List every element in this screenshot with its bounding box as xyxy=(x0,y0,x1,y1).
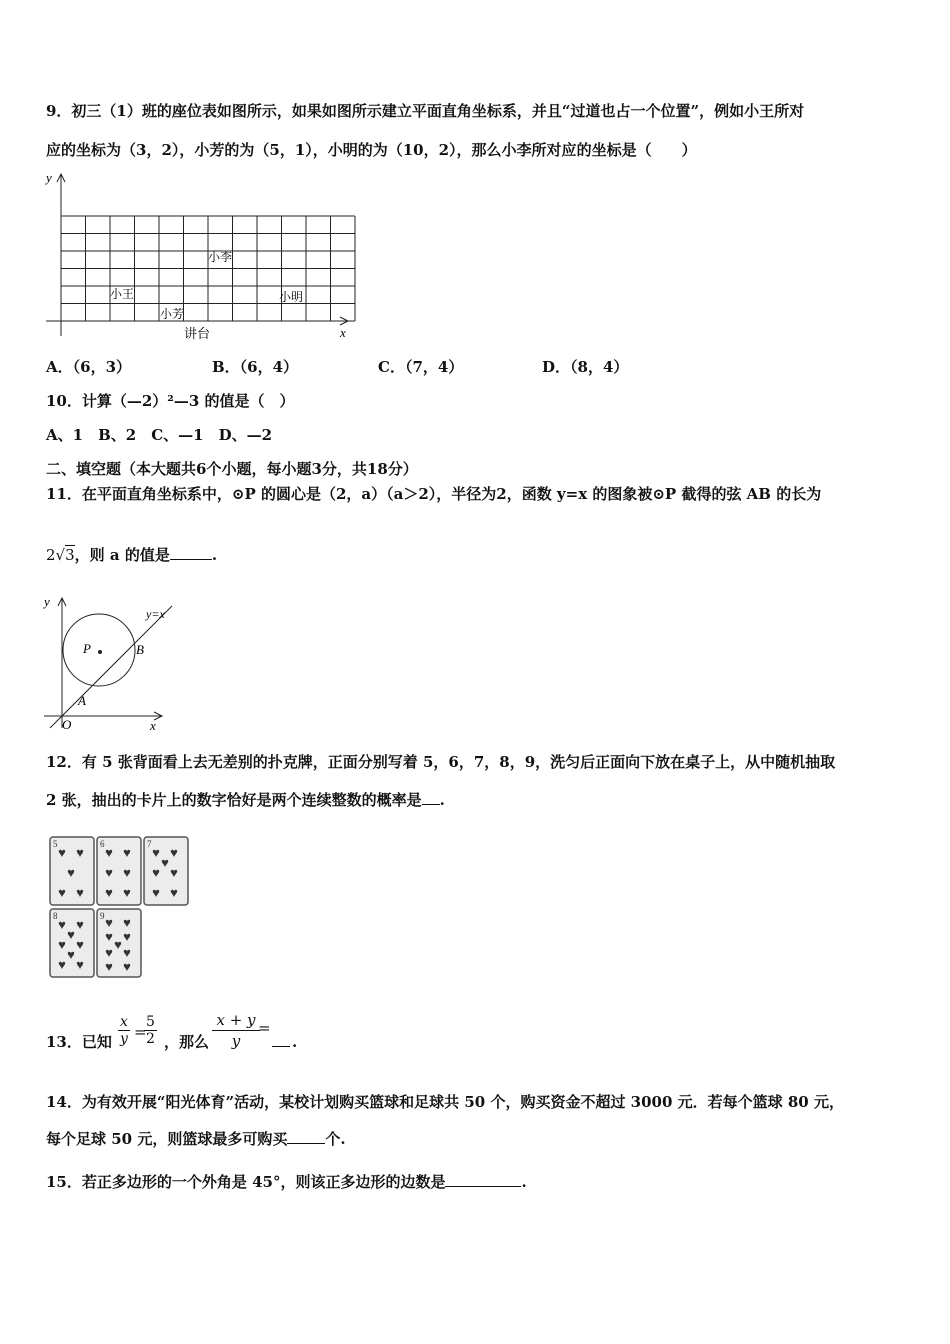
fig11-line-label: y=x xyxy=(146,607,165,621)
label-stage: 讲台 xyxy=(184,326,211,341)
q15-line xyxy=(46,1172,527,1192)
fig11-a-label: A xyxy=(78,693,86,708)
radical-coefficient: 2 xyxy=(46,546,56,564)
playing-card-6 xyxy=(97,837,141,905)
playing-cards-figure xyxy=(44,833,204,985)
heart-pip-icon: ♥ xyxy=(58,845,66,860)
heart-pip-icon: ♥ xyxy=(105,915,113,930)
heart-pip-icon: ♥ xyxy=(76,917,84,932)
center-point-p xyxy=(98,650,102,654)
fig11-y-label: y xyxy=(44,594,50,609)
heart-pip-icon: ♥ xyxy=(58,937,66,952)
q9-line1: 9．初三（1）班的座位表如图所示，如果如图所示建立平面直角坐标系，并且“过道也占一个位置”，例如小王所对 xyxy=(46,102,805,120)
seating-chart-figure xyxy=(38,166,358,346)
q14-line2-text: 每个足球 50 元，则篮球最多可购买 xyxy=(46,1130,288,1148)
card-rank: 7 xyxy=(147,839,152,849)
heart-pip-icon: ♥ xyxy=(58,917,66,932)
q15-text: 15．若正多边形的一个外角是 45°，则该正多边形的边数是 xyxy=(46,1173,446,1191)
heart-pip-icon: ♥ xyxy=(105,945,113,960)
heart-pip-icon: ♥ xyxy=(76,845,84,860)
q9-option-c[interactable]: C．（7，4） xyxy=(378,358,464,376)
playing-card-5 xyxy=(50,837,94,905)
label-xiaoming: 小明 xyxy=(279,290,304,304)
seat-x-label: x xyxy=(340,325,346,340)
q9-options xyxy=(46,357,746,377)
label-xiaoli: 小李 xyxy=(208,250,233,264)
heart-pip-icon: ♥ xyxy=(105,885,113,900)
fraction1-numerator: x xyxy=(118,1014,130,1031)
circle-line-figure xyxy=(40,592,180,732)
heart-pip-icon: ♥ xyxy=(123,959,131,974)
fraction3-numerator: x + y xyxy=(216,1011,256,1029)
heart-pip-icon: ♥ xyxy=(123,885,131,900)
fraction3-denominator: y xyxy=(231,1032,241,1050)
q11-line2-end: . xyxy=(211,546,218,564)
label-xiaofang: 小芳 xyxy=(160,307,185,321)
equals-sign-2: = xyxy=(258,1019,271,1037)
q14-line2-end: 个. xyxy=(325,1130,346,1148)
playing-card-8 xyxy=(50,909,94,977)
heart-pip-icon: ♥ xyxy=(105,865,113,880)
heart-pip-icon: ♥ xyxy=(105,929,113,944)
q13-prefix: 13．已知 xyxy=(46,1033,112,1051)
heart-pip-icon: ♥ xyxy=(67,927,75,942)
heart-pip-icon: ♥ xyxy=(170,845,178,860)
heart-pip-icon: ♥ xyxy=(152,885,160,900)
heart-pip-icon: ♥ xyxy=(114,937,122,952)
radical-argument: 3 xyxy=(65,546,75,564)
fig11-origin-label: O xyxy=(62,717,72,732)
q14-line2 xyxy=(46,1129,346,1149)
q14-line1: 14．为有效开展“阳光体育”活动，某校计划购买篮球和足球共 50 个，购买资金不超过 3000 元．若每个篮球 80 元， xyxy=(46,1093,844,1111)
q10-options: A、1 B、2 C、—1 D、—2 xyxy=(46,426,273,444)
q10-stem: 10．计算（—2）²—3 的值是（ ） xyxy=(46,392,295,410)
heart-pip-icon: ♥ xyxy=(170,885,178,900)
heart-pip-icon: ♥ xyxy=(58,885,66,900)
fraction2-numerator: 5 xyxy=(146,1014,155,1030)
q12-line2-text: 2 张，抽出的卡片上的数字恰好是两个连续整数的概率是 xyxy=(46,791,422,809)
fraction1-denominator: y xyxy=(120,1031,128,1047)
heart-pip-icon: ♥ xyxy=(161,855,169,870)
heart-pip-icon: ♥ xyxy=(152,845,160,860)
heart-pip-icon: ♥ xyxy=(105,959,113,974)
heart-pip-icon: ♥ xyxy=(58,957,66,972)
heart-pip-icon: ♥ xyxy=(123,865,131,880)
equals-sign-1: = xyxy=(134,1023,147,1041)
heart-pip-icon: ♥ xyxy=(123,915,131,930)
seat-y-label: y xyxy=(46,170,52,185)
fraction-x-over-y xyxy=(118,1014,130,1047)
q9-option-b[interactable]: B．（6，4） xyxy=(212,358,299,376)
fraction-xplusy-over-y xyxy=(212,1010,260,1051)
seat-block-3 xyxy=(257,216,355,321)
q9-line2: 应的坐标为（3，2），小芳的为（5，1），小明的为（10，2），那么小李所对应的坐标是（ ） xyxy=(46,141,697,159)
q11-answer-blank[interactable] xyxy=(170,545,212,560)
q14-answer-blank[interactable] xyxy=(287,1129,325,1144)
q12-line2-end: . xyxy=(439,791,445,809)
q12-line1: 12．有 5 张背面看上去无差别的扑克牌，正面分别写着 5，6，7，8，9，洗匀后正面向下放在桌子上，从中随机抽取 xyxy=(46,753,836,771)
q12-answer-blank[interactable] xyxy=(422,790,440,805)
q13-end: . xyxy=(292,1033,298,1051)
fig11-p-label: P xyxy=(83,641,91,656)
heart-pip-icon: ♥ xyxy=(170,865,178,880)
heart-pip-icon: ♥ xyxy=(152,865,160,880)
seat-block-1 xyxy=(61,216,159,321)
heart-pip-icon: ♥ xyxy=(76,957,84,972)
card-rank: 5 xyxy=(53,839,58,849)
seat-block-2 xyxy=(159,216,257,321)
q9-option-a[interactable]: A．（6，3） xyxy=(46,358,132,376)
heart-pip-icon: ♥ xyxy=(123,929,131,944)
heart-pip-icon: ♥ xyxy=(76,885,84,900)
playing-card-7 xyxy=(144,837,188,905)
q13-mid: ，那么 xyxy=(164,1033,210,1051)
fraction2-denominator: 2 xyxy=(146,1031,155,1047)
q9-option-d[interactable]: D．（8，4） xyxy=(542,358,629,376)
q13-answer-blank[interactable] xyxy=(272,1032,290,1047)
card-rank: 6 xyxy=(100,839,105,849)
heart-pip-icon: ♥ xyxy=(105,845,113,860)
card-rank: 8 xyxy=(53,911,58,921)
heart-pip-icon: ♥ xyxy=(123,845,131,860)
heart-pip-icon: ♥ xyxy=(67,865,75,880)
q11-line2 xyxy=(46,545,217,565)
section-2-heading: 二、填空题（本大题共6个小题，每小题3分，共18分） xyxy=(46,460,418,478)
label-xiaowang: 小王 xyxy=(110,287,135,301)
q11-line2-text: ，则 a 的值是 xyxy=(74,546,170,564)
q15-answer-blank[interactable] xyxy=(445,1172,521,1187)
fig11-x-label: x xyxy=(150,718,156,732)
q12-line2 xyxy=(46,790,445,810)
card-rank: 9 xyxy=(100,911,105,921)
heart-pip-icon: ♥ xyxy=(123,945,131,960)
heart-pip-icon: ♥ xyxy=(67,947,75,962)
q11-line1: 11．在平面直角坐标系中，⊙P 的圆心是（2，a）（a＞2），半径为2，函数 y=x 的图象被⊙P 截得的弦 AB 的长为 xyxy=(46,485,822,503)
q15-end: . xyxy=(521,1173,527,1191)
heart-pip-icon: ♥ xyxy=(76,937,84,952)
playing-card-9 xyxy=(97,909,141,977)
fig11-b-label: B xyxy=(136,642,144,657)
fraction-5-over-2 xyxy=(144,1014,157,1047)
radical-sign: √ xyxy=(55,546,66,564)
